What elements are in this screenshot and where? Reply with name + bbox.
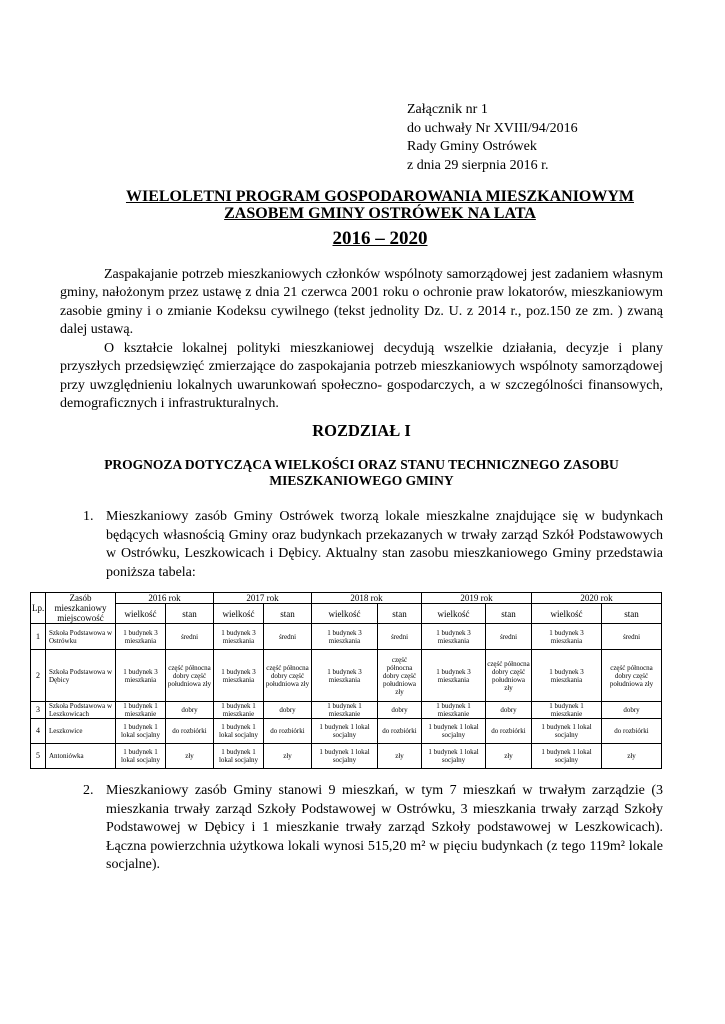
cell-condition: część północna dobry część południowa zły [602, 650, 662, 702]
document-title-years: 2016 – 2020 [332, 228, 428, 249]
header-zasob: Zasób mieszkaniowy miejscowość [46, 593, 116, 624]
header-stan: stan [166, 604, 214, 624]
cell-condition: dobry [602, 702, 662, 719]
header-wielkosc: wielkość [422, 604, 486, 624]
cell-size: 1 budynek 1 lokal socjalny [312, 719, 378, 744]
cell-condition: dobry [264, 702, 312, 719]
cell-condition: część północna dobry część południowa zły [378, 650, 422, 702]
cell-lp: 1 [31, 624, 46, 650]
cell-condition: dobry [486, 702, 532, 719]
intro-paragraph-2: O kształcie lokalnej polityki mieszkaniowej decydują wszelkie działania, decyzje i plany przyszłych przedsięwzięć zmierzające do zaspokajania potrzeb mieszkaniowych wspólnoty samorządowej przy uwzględnieniu lokalnych uwarunkowań społeczno- gospodarczych, a w szczególności finansowych, demograficznych i infrastrukturalnych. [60, 341, 663, 411]
attachment-line-1: Załącznik nr 1 [407, 102, 488, 117]
cell-size: 1 budynek 1 lokal socjalny [214, 719, 264, 744]
cell-size: 1 budynek 1 lokal socjalny [312, 744, 378, 769]
cell-condition: do rozbiórki [602, 719, 662, 744]
header-stan: stan [602, 604, 662, 624]
cell-size: 1 budynek 1 mieszkanie [116, 702, 166, 719]
cell-condition: średni [264, 624, 312, 650]
cell-size: 1 budynek 1 mieszkanie [312, 702, 378, 719]
document-title-line-1: WIELOLETNI PROGRAM GOSPODAROWANIA MIESZKANIOWYM [125, 188, 635, 205]
cell-condition: do rozbiórki [486, 719, 532, 744]
cell-condition: dobry [378, 702, 422, 719]
table-row [31, 744, 662, 769]
cell-size: 1 budynek 3 mieszkania [116, 624, 166, 650]
cell-location: Szkoła Podstawowa w Dębicy [46, 650, 116, 702]
table-row [31, 624, 662, 650]
header-stan: stan [378, 604, 422, 624]
cell-condition: do rozbiórki [378, 719, 422, 744]
cell-size: 1 budynek 3 mieszkania [214, 650, 264, 702]
cell-location: Szkoła Podstawowa w Ostrówku [46, 624, 116, 650]
header-stan: stan [264, 604, 312, 624]
cell-lp: 3 [31, 702, 46, 719]
document-title-line-2: ZASOBEM GMINY OSTRÓWEK NA LATA [224, 205, 536, 222]
cell-condition: średni [166, 624, 214, 650]
cell-size: 1 budynek 3 mieszkania [214, 624, 264, 650]
attachment-note [407, 101, 707, 175]
attachment-line-4: z dnia 29 sierpnia 2016 r. [407, 157, 549, 173]
cell-condition: część północna dobry część południowa zły [486, 650, 532, 702]
header-wielkosc: wielkość [214, 604, 264, 624]
cell-size: 1 budynek 1 mieszkanie [532, 702, 602, 719]
header-wielkosc: wielkość [312, 604, 378, 624]
list-item-1 [60, 508, 663, 582]
header-year-2016: 2016 rok [116, 593, 214, 604]
intro-paragraph-1: Zaspakajanie potrzeb mieszkaniowych członków wspólnoty samorządowej jest zadaniem własnym gminy, nałożonym przez ustawę z dnia 21 czerwca 2001 roku o ochronie praw lokatorów, mieszkaniowym zasobie gminy i o zmianie Kodeksu cywilnego (tekst jednolity Dz. U. z 2014 r., poz.150 ze zm. ) zwaną dalej ustawą. [60, 267, 663, 337]
cell-condition: dobry [166, 702, 214, 719]
list-item-2 [60, 782, 663, 875]
table-row [31, 650, 662, 702]
cell-condition: część północna dobry część południowa zły [166, 650, 214, 702]
header-year-2017: 2017 rok [214, 593, 312, 604]
cell-lp: 4 [31, 719, 46, 744]
header-year-2019: 2019 rok [422, 593, 532, 604]
chapter-subtitle: PROGNOZA DOTYCZĄCA WIELKOŚCI ORAZ STANU TECHNICZNEGO ZASOBU MIESZKANIOWEGO GMINY [104, 457, 619, 488]
cell-size: 1 budynek 3 mieszkania [312, 624, 378, 650]
cell-size: 1 budynek 1 lokal socjalny [532, 719, 602, 744]
cell-size: 1 budynek 3 mieszkania [312, 650, 378, 702]
cell-size: 1 budynek 3 mieszkania [422, 624, 486, 650]
header-year-2020: 2020 rok [532, 593, 662, 604]
header-lp: Lp. [31, 593, 46, 624]
cell-location: Szkoła Podstawowa w Leszkowicach [46, 702, 116, 719]
cell-condition: zły [166, 744, 214, 769]
cell-condition: średni [378, 624, 422, 650]
attachment-line-3: Rady Gminy Ostrówek [407, 139, 537, 154]
cell-condition: część północna dobry część południowa zły [264, 650, 312, 702]
cell-size: 1 budynek 1 mieszkanie [422, 702, 486, 719]
cell-size: 1 budynek 1 lokal socjalny [214, 744, 264, 769]
header-wielkosc: wielkość [116, 604, 166, 624]
attachment-line-2: do uchwały Nr XVIII/94/2016 [407, 120, 578, 136]
cell-size: 1 budynek 3 mieszkania [116, 650, 166, 702]
header-stan: stan [486, 604, 532, 624]
table-row [31, 719, 662, 744]
cell-condition: zły [602, 744, 662, 769]
cell-location: Leszkowice [46, 719, 116, 744]
cell-condition: zły [378, 744, 422, 769]
cell-size: 1 budynek 3 mieszkania [532, 624, 602, 650]
header-wielkosc: wielkość [532, 604, 602, 624]
cell-size: 1 budynek 1 lokal socjalny [422, 719, 486, 744]
cell-size: 1 budynek 3 mieszkania [532, 650, 602, 702]
cell-size: 1 budynek 1 lokal socjalny [422, 744, 486, 769]
cell-condition: zły [264, 744, 312, 769]
list-item-text: Mieszkaniowy zasób Gminy Ostrówek tworzą lokale mieszkalne znajdujące się w budynkach będących własnością Gminy oraz budynkach przekazanych w trwały zarząd Szkół Podstawowych w Ostrówku, Leszkowicach i Dębicy. Aktualny stan zasobu mieszkaniowego Gminy przedstawia poniższa tabela: [106, 509, 663, 580]
list-item-number: 1. [83, 509, 94, 524]
cell-lp: 2 [31, 650, 46, 702]
cell-size: 1 budynek 1 lokal socjalny [116, 744, 166, 769]
cell-lp: 5 [31, 744, 46, 769]
cell-size: 1 budynek 1 mieszkanie [214, 702, 264, 719]
list-item-text: Mieszkaniowy zasób Gminy stanowi 9 mieszkań, w tym 7 mieszkań w trwałym zarządzie (3 mieszkania trwały zarząd Szkoły Podstawowej w Ostrówku, 3 mieszkania trwały zarząd Szkoły Podstawowej w Dębicy i 1 mieszkanie trwały zarząd Szkoły podstawowej w Leszkowicach). Łączna powierzchnia użytkowa lokali wynosi 515,20 m² w pięciu budynkach (z tego 119m² lokale socjalne). [106, 783, 663, 873]
list-item-number: 2. [83, 783, 94, 798]
header-year-2018: 2018 rok [312, 593, 422, 604]
table-row [31, 702, 662, 719]
cell-condition: średni [602, 624, 662, 650]
cell-size: 1 budynek 1 lokal socjalny [532, 744, 602, 769]
cell-condition: do rozbiórki [264, 719, 312, 744]
cell-size: 1 budynek 3 mieszkania [422, 650, 486, 702]
cell-size: 1 budynek 1 lokal socjalny [116, 719, 166, 744]
cell-location: Antoniówka [46, 744, 116, 769]
cell-condition: zły [486, 744, 532, 769]
cell-condition: do rozbiórki [166, 719, 214, 744]
cell-condition: średni [486, 624, 532, 650]
housing-stock-table [30, 592, 662, 769]
chapter-heading: ROZDZIAŁ I [312, 421, 411, 440]
